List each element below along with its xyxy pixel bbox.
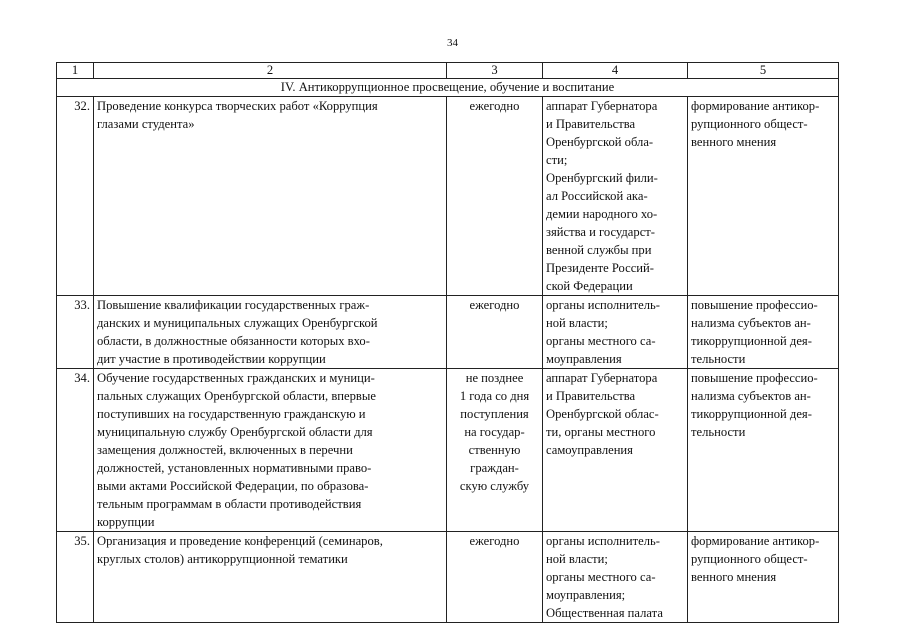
text-line: сти; xyxy=(546,153,568,167)
result-cell xyxy=(688,369,839,532)
text-line: аппарат Губернатора xyxy=(546,371,658,385)
column-number: 5 xyxy=(688,63,839,79)
text-line: формирование антикор- xyxy=(691,534,820,548)
term-cell xyxy=(447,296,543,369)
text-line: тельным программам в области противодействия xyxy=(97,497,362,511)
table-row xyxy=(57,97,839,296)
activity-cell xyxy=(94,532,447,623)
text-line: выми актами Российской Федерации, по образова- xyxy=(97,479,369,493)
text-line: формирование антикор- xyxy=(691,99,820,113)
text-line: коррупции xyxy=(97,515,155,529)
text-line: моуправления xyxy=(546,352,622,366)
executors-cell xyxy=(543,296,688,369)
text-line: должностей, установленных нормативными право- xyxy=(97,461,372,475)
row-number: 33. xyxy=(57,296,94,369)
result-cell xyxy=(688,296,839,369)
term-cell xyxy=(447,532,543,623)
text-line: Обучение государственных гражданских и муници- xyxy=(97,371,375,385)
text-line: Проведение конкурса творческих работ «Коррупция xyxy=(97,99,378,113)
text-line: на государ- xyxy=(464,425,525,439)
text-line: нализма субъектов ан- xyxy=(691,316,811,330)
row-number: 32. xyxy=(57,97,94,296)
text-line: ти, органы местного xyxy=(546,425,656,439)
text-line: ежегодно xyxy=(469,298,520,312)
text-line: и Правительства xyxy=(546,117,636,131)
text-line: ежегодно xyxy=(469,534,520,548)
text-line: и Правительства xyxy=(546,389,636,403)
section-row xyxy=(57,79,839,97)
text-line: тельности xyxy=(691,425,746,439)
text-line: Повышение квалификации государственных граж- xyxy=(97,298,370,312)
executors-cell xyxy=(543,532,688,623)
column-number: 1 xyxy=(57,63,94,79)
text-line: повышение профессио- xyxy=(691,298,818,312)
page-number: 34 xyxy=(447,37,458,49)
text-line: Общественная палата xyxy=(546,606,663,620)
measures-table xyxy=(56,62,839,623)
text-line: замещения должностей, включенных в перечни xyxy=(97,443,353,457)
text-line: граждан- xyxy=(470,461,519,475)
table-row xyxy=(57,296,839,369)
text-line: повышение профессио- xyxy=(691,371,818,385)
executors-cell xyxy=(543,97,688,296)
text-line: органы местного са- xyxy=(546,334,656,348)
text-line: нализма субъектов ан- xyxy=(691,389,811,403)
text-line: поступления xyxy=(460,407,529,421)
activity-cell xyxy=(94,97,447,296)
text-line: моуправления; xyxy=(546,588,626,602)
text-line: не позднее xyxy=(465,371,524,385)
text-line: Оренбургской обла- xyxy=(546,135,654,149)
section-title: IV. Антикоррупционное просвещение, обучение и воспитание xyxy=(57,79,839,97)
table-row xyxy=(57,369,839,532)
text-line: самоуправления xyxy=(546,443,633,457)
text-line: демии народного хо- xyxy=(546,207,658,221)
text-line: рупционного общест- xyxy=(691,552,808,566)
executors-cell xyxy=(543,369,688,532)
text-line: круглых столов) антикоррупционной тематики xyxy=(97,552,348,566)
text-line: тикоррупционной дея- xyxy=(691,334,812,348)
text-line: венного мнения xyxy=(691,135,777,149)
column-number: 3 xyxy=(447,63,543,79)
text-line: органы исполнитель- xyxy=(546,298,660,312)
column-number-row xyxy=(57,63,839,79)
text-line: Президенте Россий- xyxy=(546,261,654,275)
text-line: ал Российской ака- xyxy=(546,189,648,203)
activity-cell xyxy=(94,369,447,532)
text-line: ской Федерации xyxy=(546,279,633,293)
text-line: органы исполнитель- xyxy=(546,534,660,548)
text-line: тикоррупционной дея- xyxy=(691,407,812,421)
activity-cell xyxy=(94,296,447,369)
text-line: ной власти; xyxy=(546,316,608,330)
text-line: дит участие в противодействии коррупции xyxy=(97,352,326,366)
result-cell xyxy=(688,97,839,296)
text-line: рупционного общест- xyxy=(691,117,808,131)
result-cell xyxy=(688,532,839,623)
text-line: Оренбургской облас- xyxy=(546,407,659,421)
text-line: скую службу xyxy=(459,479,530,493)
text-line: муниципальную службу Оренбургской области для xyxy=(97,425,373,439)
term-cell xyxy=(447,97,543,296)
text-line: венного мнения xyxy=(691,570,777,584)
row-number: 35. xyxy=(57,532,94,623)
row-number: 34. xyxy=(57,369,94,532)
text-line: тельности xyxy=(691,352,746,366)
text-line: ежегодно xyxy=(469,99,520,113)
text-line: ной власти; xyxy=(546,552,608,566)
text-line: зяйства и государст- xyxy=(546,225,655,239)
column-number: 4 xyxy=(543,63,688,79)
term-cell xyxy=(447,369,543,532)
text-line: области, в должностные обязанности которых вхо- xyxy=(97,334,370,348)
text-line: Оренбургский фили- xyxy=(546,171,658,185)
text-line: аппарат Губернатора xyxy=(546,99,658,113)
column-number: 2 xyxy=(94,63,447,79)
text-line: глазами студента» xyxy=(97,117,195,131)
text-line: Организация и проведение конференций (семинаров, xyxy=(97,534,383,548)
text-line: венной службы при xyxy=(546,243,652,257)
text-line: пальных служащих Оренбургской области, впервые xyxy=(97,389,376,403)
text-line: поступивших на государственную гражданскую и xyxy=(97,407,366,421)
text-line: ственную xyxy=(468,443,521,457)
text-line: данских и муниципальных служащих Оренбургской xyxy=(97,316,378,330)
text-line: 1 года со дня xyxy=(459,389,530,403)
table-row xyxy=(57,532,839,623)
text-line: органы местного са- xyxy=(546,570,656,584)
